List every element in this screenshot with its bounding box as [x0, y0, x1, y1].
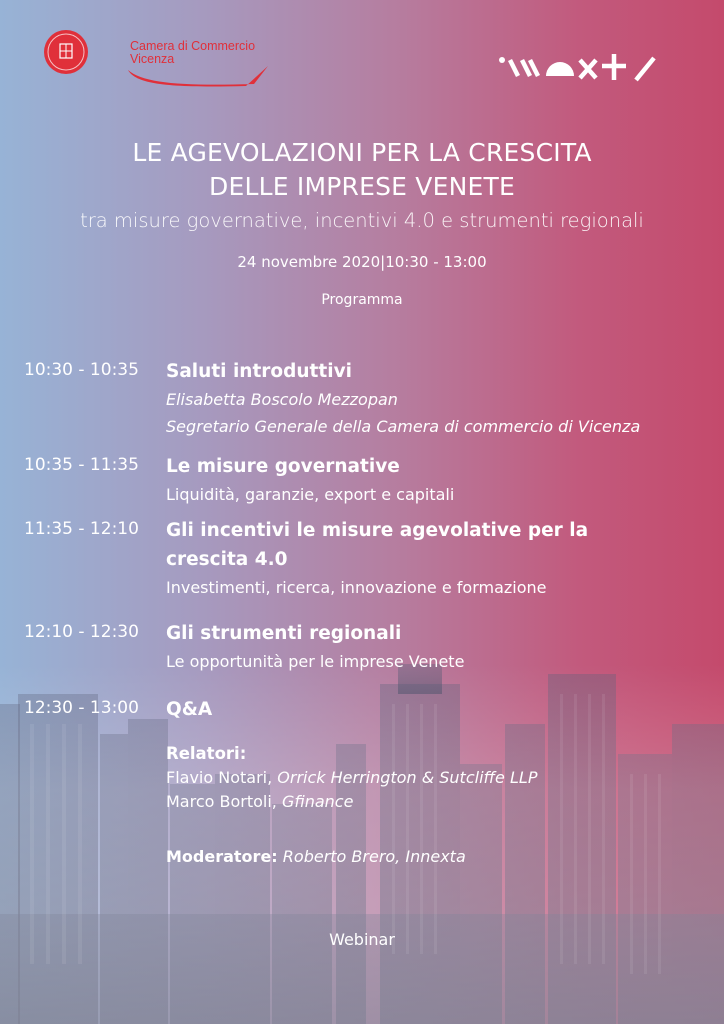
speaker-entry — [166, 766, 706, 790]
schedule-time: 10:30 - 10:35 — [24, 360, 139, 380]
event-subtitle: tra misure governative, incentivi 4.0 e strumenti regionali — [80, 209, 644, 232]
schedule-description: Liquidità, garanzie, export e capitali — [166, 485, 455, 504]
webinar-label: Webinar — [329, 930, 395, 949]
cciaa-logo — [42, 28, 282, 98]
schedule-title: Le misure governative — [166, 456, 400, 477]
schedule-title-line-1: Gli incentivi le misure agevolative per la — [166, 520, 589, 541]
moderator-name: Roberto Brero, Innexta — [282, 847, 466, 866]
event-title — [0, 136, 724, 204]
speaker-name: Elisabetta Boscolo Mezzopan — [166, 390, 398, 409]
speaker-role: Segretario Generale della Camera di commercio di Vicenza — [166, 417, 641, 436]
cciaa-name: Camera di Commercio — [130, 39, 256, 53]
speaker-entry — [166, 790, 706, 814]
speakers-block — [166, 742, 706, 814]
city-seal-icon — [42, 28, 90, 76]
moderator-label: Moderatore: — [166, 847, 278, 866]
schedule-description: Investimenti, ricerca, innovazione e formazione — [166, 578, 547, 597]
program-label: Programma — [321, 292, 403, 308]
speaker-name: Flavio Notari, — [166, 768, 273, 787]
schedule-description: Le opportunità per le imprese Venete — [166, 652, 465, 671]
schedule-title-line-2: crescita 4.0 — [166, 549, 288, 570]
schedule-time: 12:30 - 13:00 — [24, 698, 139, 718]
schedule-time: 10:35 - 11:35 — [24, 455, 139, 475]
cciaa-city: Vicenza — [130, 52, 175, 66]
schedule-time: 11:35 - 12:10 — [24, 519, 139, 539]
innexta-logo-icon — [496, 50, 666, 86]
schedule-title: Saluti introduttivi — [166, 361, 352, 382]
speaker-org: Orrick Herrington & Sutcliffe LLP — [277, 768, 538, 787]
schedule-title: Q&A — [166, 699, 213, 720]
speakers-label: Relatori: — [166, 744, 247, 763]
speaker-org: Gfinance — [281, 792, 354, 811]
swoosh-icon — [126, 62, 276, 92]
title-line-1: LE AGEVOLAZIONI PER LA CRESCITA — [132, 138, 592, 167]
title-line-2: DELLE IMPRESE VENETE — [209, 172, 515, 201]
moderator-line — [166, 845, 466, 869]
schedule-time: 12:10 - 12:30 — [24, 622, 139, 642]
event-date: 24 novembre 2020|10:30 - 13:00 — [237, 253, 487, 271]
speaker-name: Marco Bortoli, — [166, 792, 277, 811]
schedule-title: Gli strumenti regionali — [166, 623, 402, 644]
